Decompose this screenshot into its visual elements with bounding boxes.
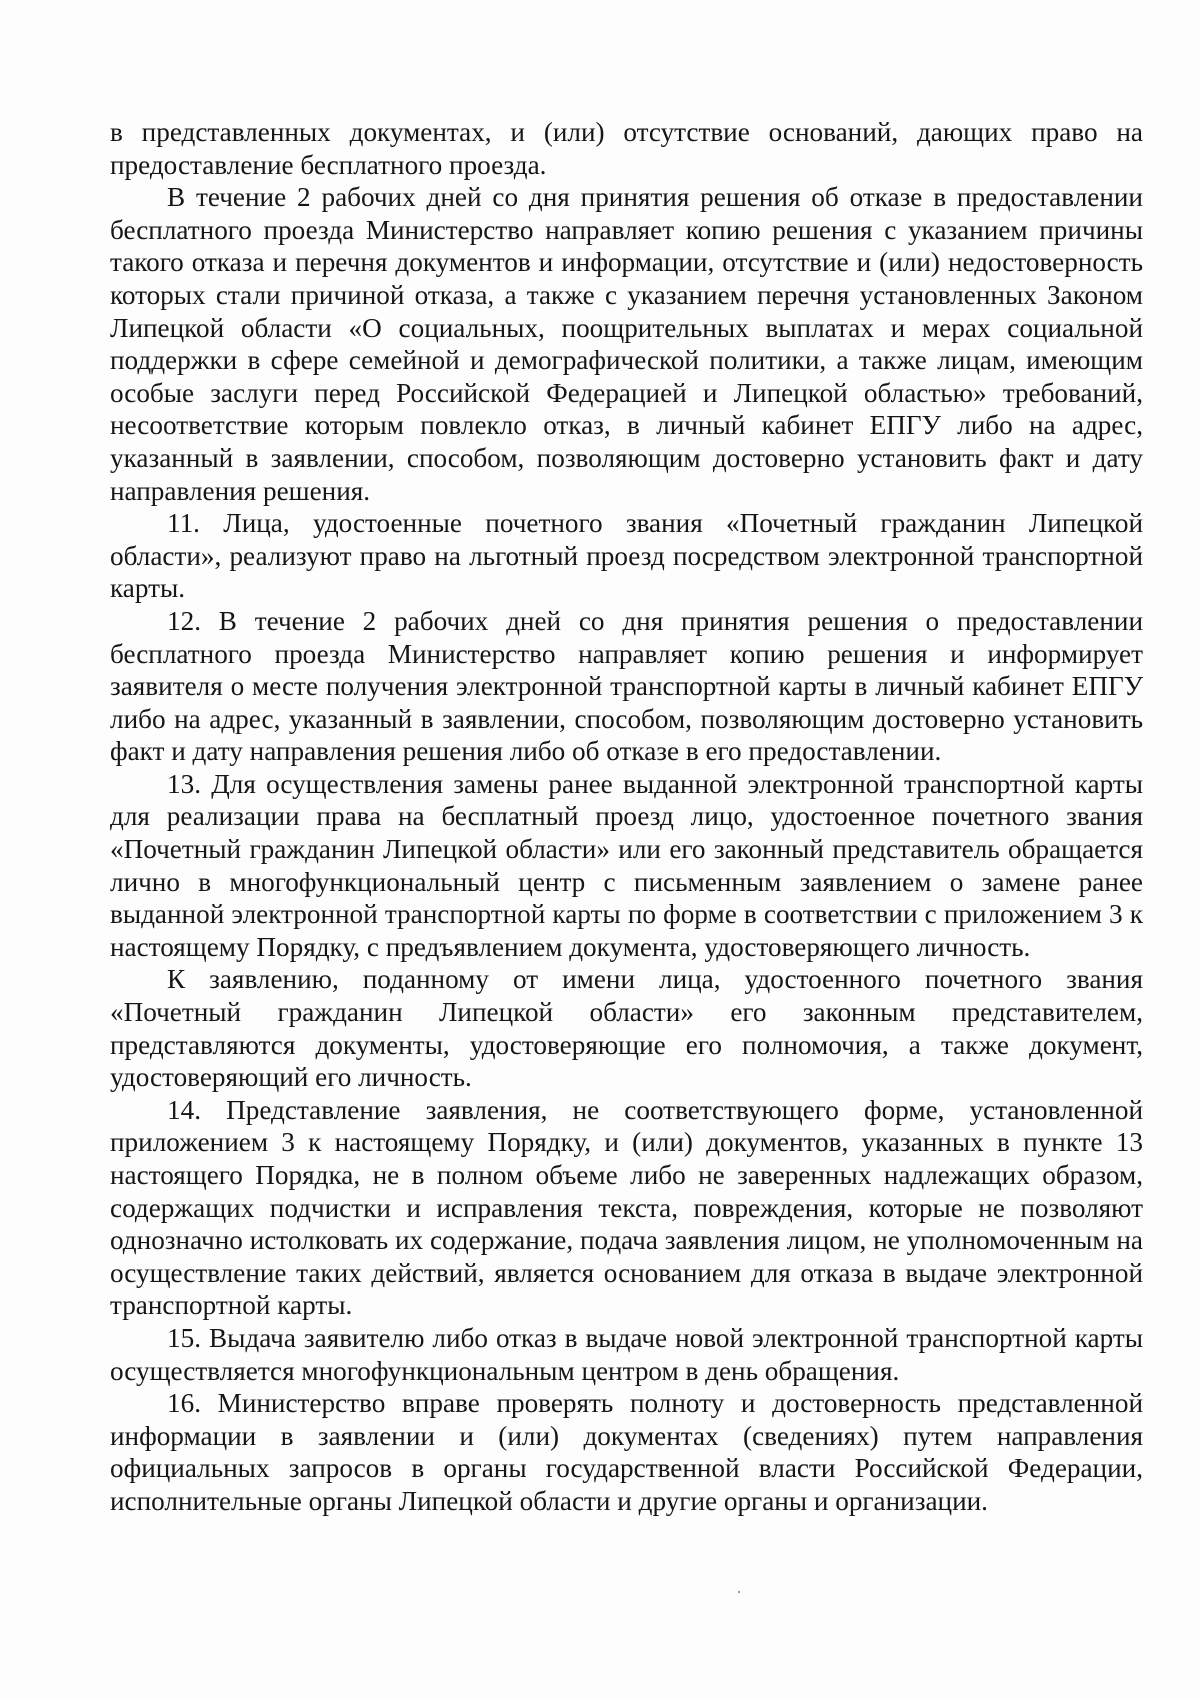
paragraph-refusal-notice: В течение 2 рабочих дней со дня принятия решения об отказе в предоставлении бесплатного проезда Министерство направляет копию решения с указанием причины такого отказа и перечня документов и информации, отсутствие и (или) недостоверность которых стали причиной отказа, а также с указанием перечня установленных Законом Липецкой области «О социальных, поощрительных выплатах и мерах социальной поддержки в сфере семейной и демографической политики, а также лицам, имеющим особые заслуги перед Российской Федерацией и Липецкой областью» требований, несоответствие которым повлекло отказ, в личный кабинет ЕПГУ либо на адрес, указанный в заявлении, способом, позволяющим достоверно установить факт и дату направления решения. [110, 182, 1143, 506]
paragraph-12: 12. В течение 2 рабочих дней со дня принятия решения о предоставлении бесплатного проезда Министерство направляет копию решения и информирует заявителя о месте получения электронной транспортной карты в личный кабинет ЕПГУ либо на адрес, указанный в заявлении, способом, позволяющим достоверно установить факт и дату направления решения либо об отказе в его предоставлении. [110, 605, 1143, 767]
paragraph-11: 11. Лица, удостоенные почетного звания «Почетный гражданин Липецкой области», реализуют право на льготный проезд посредством электронной транспортной карты. [110, 508, 1143, 604]
paragraph-continuation: в представленных документах, и (или) отсутствие оснований, дающих право на предоставление бесплатного проезда. [110, 117, 1143, 180]
paragraph-13: 13. Для осуществления замены ранее выданной электронной транспортной карты для реализации права на бесплатный проезд лицо, удостоенное почетного звания «Почетный гражданин Липецкой области» или его законный представитель обращается лично в многофункциональный центр с письменным заявлением о замене ранее выданной электронной транспортной карты по форме в соответствии с приложением 3 к настоящему Порядку, с предъявлением документа, удостоверяющего личность. [110, 768, 1143, 962]
document-body [110, 116, 1143, 1518]
paragraph-15: 15. Выдача заявителю либо отказ в выдаче новой электронной транспортной карты осуществляется многофункциональным центром в день обращения. [110, 1322, 1143, 1386]
scan-speck [738, 1591, 740, 1593]
paragraph-13-representative: К заявлению, поданному от имени лица, удостоенного почетного звания «Почетный гражданин Липецкой области» его законным представителем, представляются документы, удостоверяющие его полномочия, а также документ, удостоверяющий его личность. [110, 964, 1143, 1093]
paragraph-16: 16. Министерство вправе проверять полноту и достоверность представленной информации в заявлении и (или) документах (сведениях) путем направления официальных запросов в органы государственной власти Российской Федерации, исполнительные органы Липецкой области и другие органы и организации. [110, 1388, 1143, 1516]
paragraph-14: 14. Представление заявления, не соответствующего форме, установленной приложением 3 к настоящему Порядку, и (или) документов, указанных в пункте 13 настоящего Порядка, не в полном объеме либо не заверенных надлежащих образом, содержащих подчистки и исправления текста, повреждения, которые не позволяют однозначно истолковать их содержание, подача заявления лицом, не уполномоченным на осуществление таких действий, является основанием для отказа в выдаче электронной транспортной карты. [110, 1094, 1143, 1321]
